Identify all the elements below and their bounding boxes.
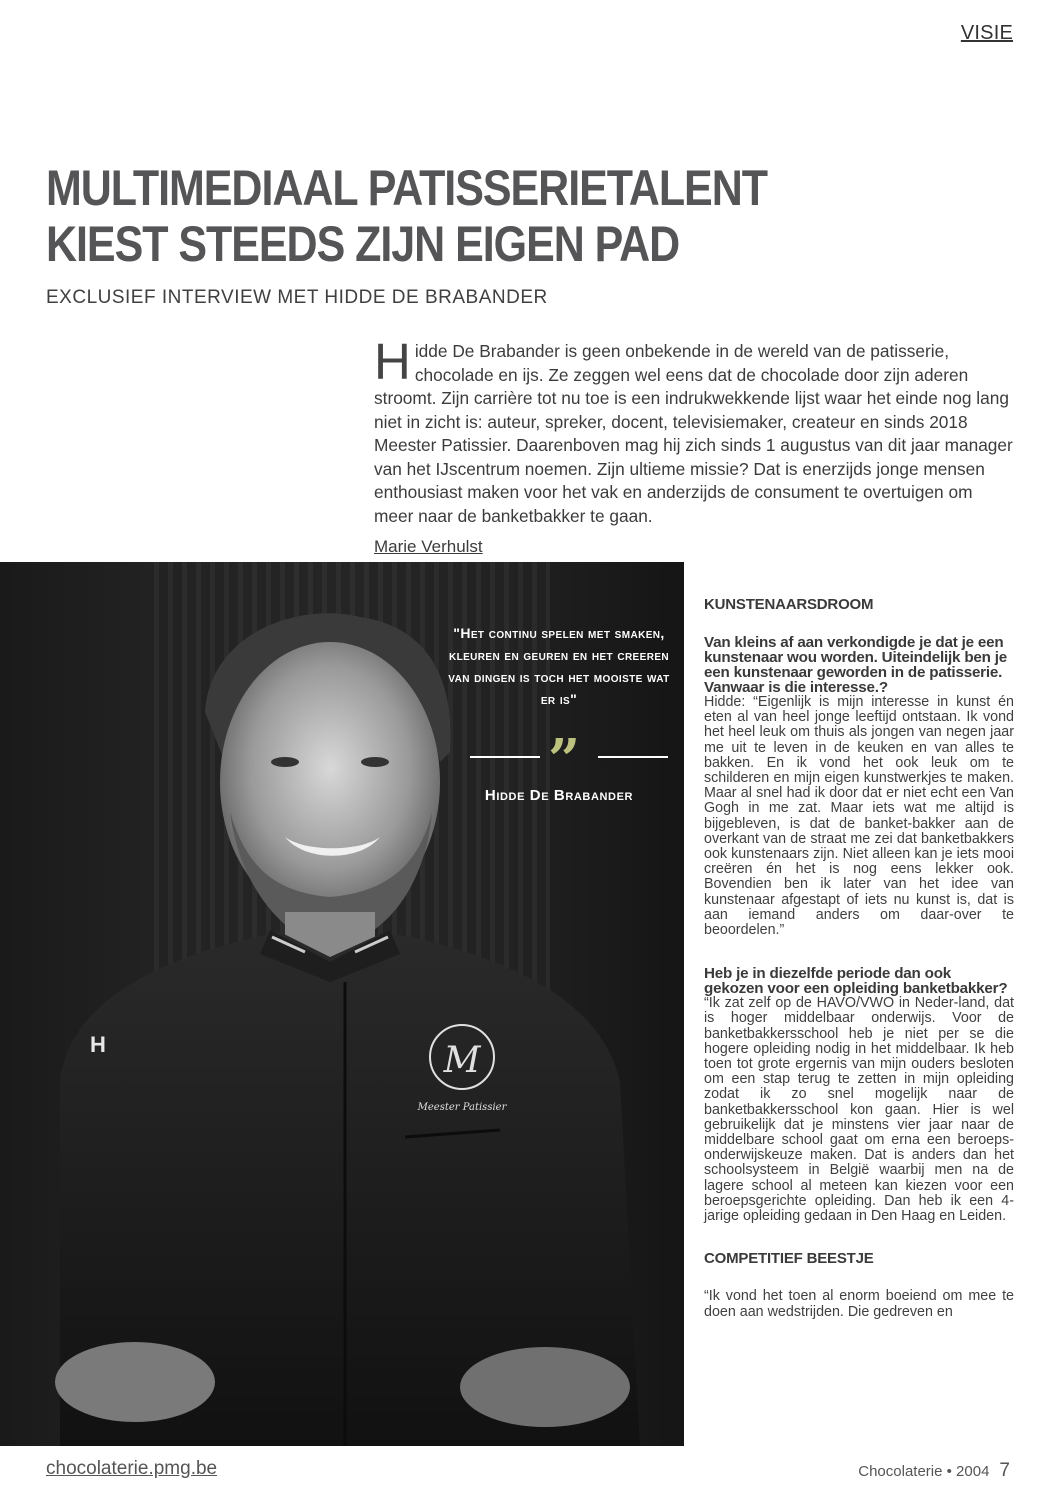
intro-paragraph	[374, 333, 1014, 528]
sleeve-logo: H	[90, 1032, 106, 1057]
section-label[interactable]: VISIE	[960, 22, 1013, 44]
question-2: Heb je in diezelfde periode dan ook gekozen voor een opleiding banketbakker?	[704, 965, 1008, 998]
pull-quote: "Het continu spelen met smaken, kleuren en geuren en het creeren van dingen is toch het mooiste wat er is"	[448, 625, 670, 707]
footer-issue	[858, 1460, 1010, 1482]
author-link[interactable]: Marie Verhulst	[374, 537, 483, 556]
heading-competitief-beestje: COMPETITIEF BEESTJE	[704, 1250, 874, 1268]
drop-cap: H	[374, 333, 411, 390]
title-line-2: KIEST STEEDS ZIJN EIGEN PAD	[46, 216, 680, 272]
title-line-1: MULTIMEDIAAL PATISSERIETALENT	[46, 160, 767, 216]
article-title	[46, 160, 872, 272]
footer-website-link[interactable]: chocolaterie.pmg.be	[46, 1458, 218, 1479]
page-number: 7	[999, 1460, 1010, 1481]
divider-line-right	[598, 756, 668, 758]
pull-quote-divider	[470, 727, 668, 793]
issue-label: Chocolaterie • 2004	[858, 1463, 990, 1480]
pull-quote-attribution: Hidde De Brabander	[484, 787, 634, 804]
answer-1: Hidde: “Eigenlijk is mijn interesse in kunst én eten al van heel jonge leeftijd ontstaan. Ik vond het heel leuk om thuis als jongen van negen jaar me uit te leven in de keuken en van alles te bakken. En ik vond het ook leuk om te schilderen en mijn eigen kunstwerkjes te maken. Maar al snel had ik door dat er niet echt een Van Gogh in me zat. Maar iets wat me altijd is bijgebleven, is dat de banket-bakker aan de overkant van de straat me zei dat banketbakkers ook kunstenaars zijn. Niet alleen kan je iets mooi creëren én het is nog eens lekker ook. Bovendien ben ik later van het idee van kunstenaar afgestapt of iets nu kunst is, dat is aan iemand anders om daar-over te beoordelen.”	[704, 694, 1014, 939]
intro-text: idde De Brabander is geen onbekende in de wereld van de patisserie, chocolade en ijs. Ze zeggen wel eens dat de chocolade door zijn aderen stroomt. Zijn carrière tot nu toe is een indrukwekkende lijst waar het einde nog lang niet in zicht is: auteur, spreker, docent, televisiemaker, createur en sinds 2018 Meester Patissier. Daarenboven mag hij zich sinds 1 augustus van dit jaar manager van het IJscentrum noemen. Zijn ultieme missie? Dat is enerzijds jonge mensen enthousiast maken voor het vak en anderzijds de consument te overtuigen om meer naar de banketbakker te gaan.	[374, 341, 1013, 526]
question-1: Van kleins af aan verkondigde je dat je een kunstenaar wou worden. Uiteindelijk ben je een kunstenaar geworden in de patisserie. Vanwaar is die interesse.?	[704, 634, 1008, 696]
jacket-logo-text: Meester Patissier	[417, 1102, 507, 1113]
heading-kunstenaarsdroom: KUNSTENAARSDROOM	[704, 596, 874, 613]
divider-line-left	[470, 756, 540, 758]
article-subtitle: EXCLUSIEF INTERVIEW MET HIDDE DE BRABANDER	[46, 287, 548, 308]
answer-3: “Ik vond het toen al enorm boeiend om mee te doen aan wedstrijden. Die gedreven en	[704, 1288, 1014, 1320]
answer-2: “Ik zat zelf op de HAVO/VWO in Neder-land, dat is hoger middelbaar onderwijs. Voor de banketbakkersschool heb je niet per se die hogere opleiding nodig in het middelbaar. Ik heb toen tot grote ergernis van mijn ouders besloten om een stap terug te zetten in mijn opleiding zodat ik zo snel mogelijk naar de banketbakkersschool kon gaan. Hier is wel gebruikelijk dat je minstens vier jaar naar de middelbare school gaat om erna een beroeps-onderwijskeuze maken. Dat is anders dan het schoolsysteem in België waarbij men na de lagere school al meteen kan kiezen voor een beroepsgerichte opleiding. Dan heb ik een 4-jarige opleiding gedaan in Den Haag en Leiden.	[704, 995, 1014, 1225]
jacket-logo-letter: M	[443, 1040, 481, 1081]
quote-mark-icon: ”	[548, 727, 581, 793]
article-column	[704, 596, 1014, 1320]
